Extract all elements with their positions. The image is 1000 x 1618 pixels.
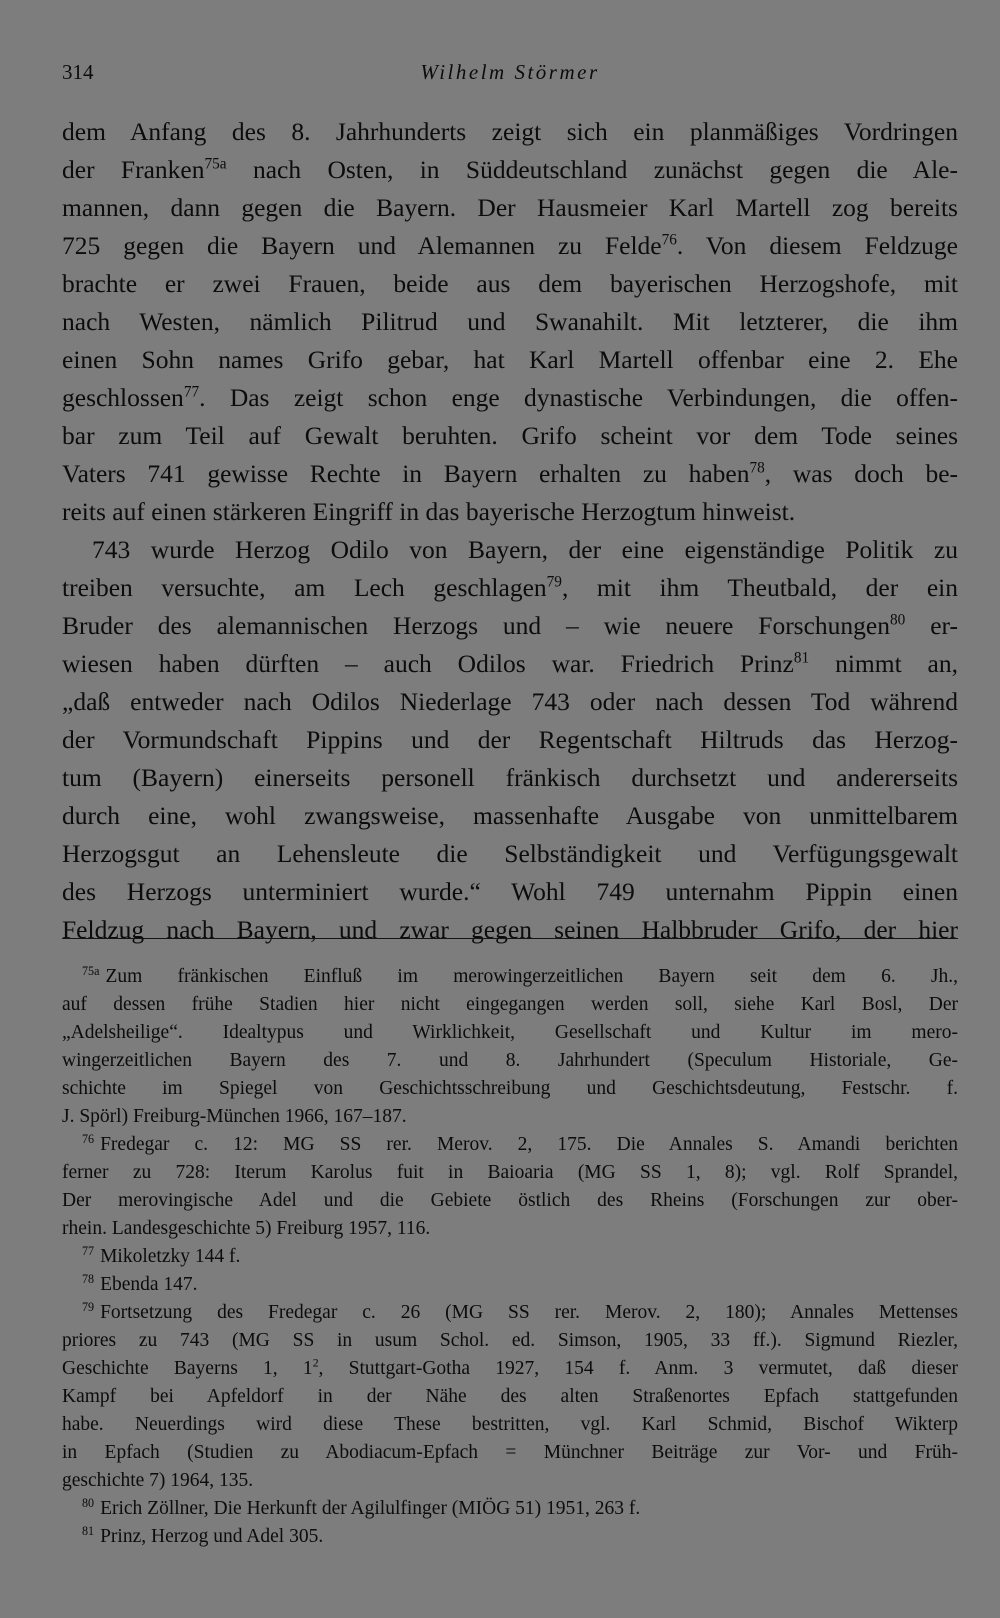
footnote-line xyxy=(62,1355,958,1383)
text-segment: Bruder des alemannischen Herzogs und – wie neuere Forschungen xyxy=(62,611,890,640)
footnote-number: 76 xyxy=(82,1131,95,1146)
footnote-reference: 76 xyxy=(661,231,677,249)
footnote-line xyxy=(62,1159,958,1187)
footnote-number: 77 xyxy=(82,1243,95,1258)
footnote-line xyxy=(62,1019,958,1047)
footnote-line xyxy=(62,1299,958,1327)
footnote-number: 81 xyxy=(82,1523,95,1538)
footnotes xyxy=(62,963,958,1551)
text-segment: Vaters 741 gewisse Rechte in Bayern erhalten zu haben xyxy=(62,459,750,488)
text-segment: geschichte 7) 1964, 135. xyxy=(62,1470,254,1491)
text-segment: wiesen haben dürften – auch Odilos war. Friedrich Prinz xyxy=(62,649,794,678)
text-line xyxy=(62,151,958,189)
running-head-author: Wilhelm Störmer xyxy=(420,60,600,84)
text-line xyxy=(62,873,958,911)
text-segment: des Herzogs unterminiert wurde.“ Wohl 749 unternahm Pippin einen xyxy=(62,877,958,906)
footnote-line xyxy=(62,1467,958,1495)
text-line xyxy=(62,835,958,873)
text-segment: rhein. Landesgeschichte 5) Freiburg 1957, 116. xyxy=(62,1218,431,1239)
text-segment: Feldzug nach Bayern, und zwar gegen seinen Halbbruder Grifo, der hier xyxy=(62,915,958,944)
text-segment: der Vormundschaft Pippins und der Regentschaft Hiltruds das Herzog- xyxy=(62,725,958,754)
text-segment: nach Westen, nämlich Pilitrud und Swanahilt. Mit letzterer, die ihm xyxy=(62,307,958,336)
text-segment: bar zum Teil auf Gewalt beruhten. Grifo scheint vor dem Tode seines xyxy=(62,421,958,450)
text-segment: Ebenda 147. xyxy=(100,1274,198,1295)
footnote-line xyxy=(62,1439,958,1467)
text-line xyxy=(62,265,958,303)
text-segment: Erich Zöllner, Die Herkunft der Agilulfinger (MIÖG 51) 1951, 263 f. xyxy=(100,1498,641,1519)
text-segment: Fortsetzung des Fredegar c. 26 (MG SS rer. Merov. 2, 180); Annales Mettenses xyxy=(100,1302,958,1323)
main-text xyxy=(62,113,958,949)
footnote-line xyxy=(62,1327,958,1355)
text-line xyxy=(62,797,958,835)
text-segment: habe. Neuerdings wird diese These bestritten, vgl. Karl Schmid, Bischof Wikterp xyxy=(62,1414,958,1435)
footnote-reference: 2 xyxy=(312,1356,319,1370)
text-line xyxy=(62,189,958,227)
page-number: 314 xyxy=(62,60,94,84)
footnote-divider xyxy=(62,938,958,939)
footnote-line xyxy=(62,1131,958,1159)
footnote-line xyxy=(62,1215,958,1243)
text-segment: der Franken xyxy=(62,155,205,184)
text-segment: treiben versuchte, am Lech geschlagen xyxy=(62,573,547,602)
text-segment: Zum fränkischen Einfluß im merowingerzeitlichen Bayern seit dem 6. Jh., xyxy=(105,966,958,987)
footnote-reference: 81 xyxy=(793,649,810,667)
text-segment: Kampf bei Apfeldorf in der Nähe des alten Straßenortes Epfach stattgefunden xyxy=(62,1386,958,1407)
text-segment: mannen, dann gegen die Bayern. Der Hausmeier Karl Martell zog bereits xyxy=(62,193,958,222)
text-line xyxy=(62,759,958,797)
footnote-line xyxy=(62,1411,958,1439)
text-segment: Herzogsgut an Lehensleute die Selbständigkeit und Verfügungsgewalt xyxy=(62,839,958,868)
text-segment: er- xyxy=(905,611,958,640)
text-segment: „daß entweder nach Odilos Niederlage 743 oder nach dessen Tod während xyxy=(62,687,958,716)
footnote-line xyxy=(62,1047,958,1075)
text-segment: ferner zu 728: Iterum Karolus fuit in Baioaria (MG SS 1, 8); vgl. Rolf Sprandel, xyxy=(62,1162,958,1183)
footnote-line xyxy=(62,1187,958,1215)
footnote-number: 75a xyxy=(82,963,100,978)
text-segment: nach Osten, in Süddeutschland zunächst gegen die Ale- xyxy=(226,155,958,184)
text-line xyxy=(62,417,958,455)
footnote-line xyxy=(62,1383,958,1411)
text-segment: J. Spörl) Freiburg-München 1966, 167–187. xyxy=(62,1106,407,1127)
text-line xyxy=(62,113,958,151)
text-line xyxy=(62,607,958,645)
footnote-line xyxy=(62,963,958,991)
text-line xyxy=(62,455,958,493)
text-line xyxy=(62,569,958,607)
text-segment: 725 gegen die Bayern und Alemannen zu Felde xyxy=(62,231,662,260)
text-segment: 743 wurde Herzog Odilo von Bayern, der eine eigenständige Politik zu xyxy=(92,535,958,564)
text-segment: . Von diesem Feldzuge xyxy=(676,231,958,260)
text-segment: priores zu 743 (MG SS in usum Schol. ed. Simson, 1905, 33 ff.). Sigmund Riezler, xyxy=(62,1330,958,1351)
text-segment: Prinz, Herzog und Adel 305. xyxy=(100,1526,324,1547)
footnote-line xyxy=(62,1075,958,1103)
text-segment: Geschichte Bayerns 1, 1 xyxy=(62,1358,313,1379)
text-segment: „Adelsheilige“. Idealtypus und Wirklichkeit, Gesellschaft und Kultur im mero- xyxy=(62,1022,958,1043)
footnote-number: 79 xyxy=(82,1299,95,1314)
footnote-number: 78 xyxy=(82,1271,95,1286)
text-segment: , Stuttgart-Gotha 1927, 154 f. Anm. 3 vermutet, daß dieser xyxy=(318,1358,958,1379)
text-line xyxy=(62,379,958,417)
text-segment: , mit ihm Theutbald, der ein xyxy=(561,573,958,602)
text-line xyxy=(62,645,958,683)
text-line xyxy=(62,493,958,531)
footnote-line xyxy=(62,1271,958,1299)
text-segment: brachte er zwei Frauen, beide aus dem bayerischen Herzogshofe, mit xyxy=(62,269,958,298)
text-segment: auf dessen frühe Stadien hier nicht eingegangen werden soll, siehe Karl Bosl, Der xyxy=(62,994,958,1015)
text-segment: durch eine, wohl zwangsweise, massenhafte Ausgabe von unmittelbarem xyxy=(62,801,958,830)
text-line xyxy=(62,683,958,721)
text-line xyxy=(62,721,958,759)
text-segment: Der merovingische Adel und die Gebiete östlich des Rheins (Forschungen zur ober- xyxy=(62,1190,958,1211)
text-segment: wingerzeitlichen Bayern des 7. und 8. Jahrhundert (Speculum Historiale, Ge- xyxy=(62,1050,958,1071)
text-line xyxy=(62,227,958,265)
footnote-line xyxy=(62,1243,958,1271)
footnote-reference: 77 xyxy=(183,383,200,401)
footnote-line xyxy=(62,1495,958,1523)
footnote-reference: 78 xyxy=(749,459,765,477)
text-segment: , was doch be- xyxy=(764,459,958,488)
text-line xyxy=(62,911,958,949)
text-segment: geschlossen xyxy=(62,383,184,412)
text-segment: . Das zeigt schon enge dynastische Verbindungen, die offen- xyxy=(199,383,958,412)
text-segment: tum (Bayern) einerseits personell fränkisch durchsetzt und andererseits xyxy=(62,763,958,792)
footnote-reference: 75a xyxy=(204,155,227,173)
text-segment: Mikoletzky 144 f. xyxy=(100,1246,241,1267)
footnote-line xyxy=(62,991,958,1019)
text-segment: Fredegar c. 12: MG SS rer. Merov. 2, 175. Die Annales S. Amandi berichten xyxy=(100,1134,958,1155)
text-segment: in Epfach (Studien zu Abodiacum-Epfach = Münchner Beiträge zur Vor- und Früh- xyxy=(62,1442,958,1463)
text-line xyxy=(62,341,958,379)
text-line xyxy=(62,303,958,341)
footnote-reference: 80 xyxy=(890,611,906,629)
text-segment: schichte im Spiegel von Geschichtsschreibung und Geschichtsdeutung, Festschr. f. xyxy=(62,1078,958,1099)
footnote-number: 80 xyxy=(82,1495,95,1510)
page-header xyxy=(62,56,958,90)
text-segment: nimmt an, xyxy=(809,649,958,678)
text-line xyxy=(62,531,958,569)
text-segment: dem Anfang des 8. Jahrhunderts zeigt sich ein planmäßiges Vordringen xyxy=(62,117,958,146)
footnote-line xyxy=(62,1103,958,1131)
footnote-reference: 79 xyxy=(546,573,562,591)
footnote-line xyxy=(62,1523,958,1551)
text-segment: reits auf einen stärkeren Eingriff in das bayerische Herzogtum hinweist. xyxy=(62,497,796,526)
text-segment: einen Sohn names Grifo gebar, hat Karl Martell offenbar eine 2. Ehe xyxy=(62,345,958,374)
